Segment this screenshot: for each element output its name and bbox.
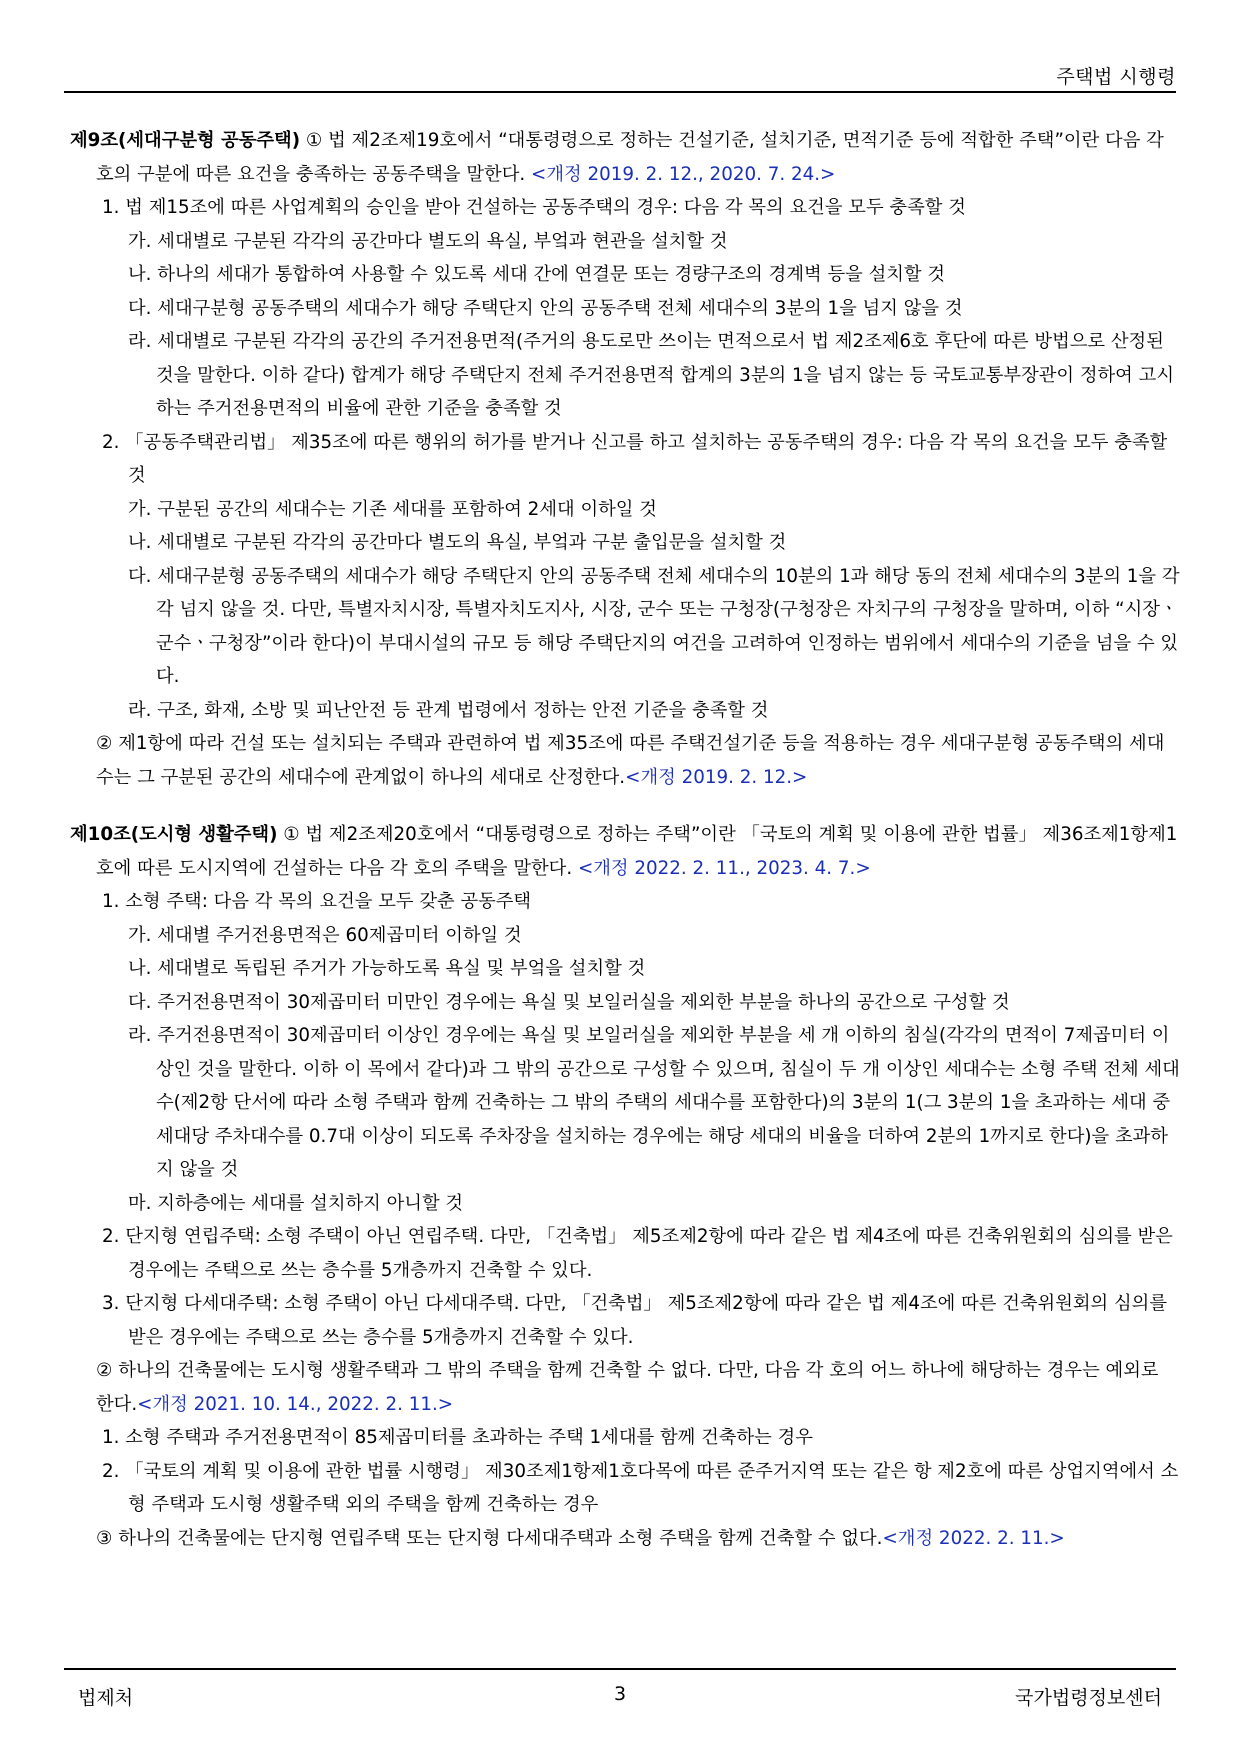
article-10-item-2: 2. 단지형 연립주택: 소형 주택이 아닌 연립주택. 다만, 「건축법」 제5조제2항에 따라 같은 법 제4조에 따른 건축위원회의 심의를 받은 경우에는 주택으로 쓰는 층수를 5개층까지 건축할 수 있다. xyxy=(102,1226,1173,1281)
article-10-para-1 xyxy=(70,818,1180,885)
article-9-item-2-na: 나. 세대별로 구분된 각각의 공간마다 별도의 욕실, 부엌과 구분 출입문을 설치할 것 xyxy=(128,532,787,553)
amendment-note: <개정 2021. 10. 14., 2022. 2. 11.> xyxy=(137,1393,454,1415)
article-10-para-3-text: ③ 하나의 건축물에는 단지형 연립주택 또는 단지형 다세대주택과 소형 주택을 함께 건축할 수 없다. xyxy=(96,1527,883,1549)
article-9-item-1: 1. 법 제15조에 따른 사업계획의 승인을 받아 건설하는 공동주택의 경우: 다음 각 목의 요건을 모두 충족할 것 xyxy=(102,197,966,218)
article-10-para-3 xyxy=(70,1522,1180,1556)
document-body xyxy=(70,124,1180,1555)
page-number: 3 xyxy=(613,1683,627,1705)
article-9-item-2-ra: 라. 구조, 화재, 소방 및 피난안전 등 관계 법령에서 정하는 안전 기준을 충족할 것 xyxy=(128,699,769,721)
article-10-para-2-item-2: 2. 「국토의 계획 및 이용에 관한 법률 시행령」 제30조제1항제1호다목에 따른 준주거지역 또는 같은 항 제2호에 따른 상업지역에서 소형 주택과 도시형 생활주택 외의 주택을 함께 건축하는 경우 xyxy=(102,1460,1179,1515)
article-9-para-2 xyxy=(70,727,1180,794)
article-9-item-2-ga: 가. 구분된 공간의 세대수는 기존 세대를 포함하여 2세대 이하일 것 xyxy=(128,498,657,520)
article-9-para-2-text: ② 제1항에 따라 건설 또는 설치되는 주택과 관련하여 법 제35조에 따른 주택건설기준 등을 적용하는 경우 세대구분형 공동주택의 세대수는 그 구분된 공간의 세대수에 관계없이 하나의 세대로 산정한다. xyxy=(96,733,1165,788)
article-10-para-2-text: ② 하나의 건축물에는 도시형 생활주택과 그 밖의 주택을 함께 건축할 수 없다. 다만, 다음 각 호의 어느 하나에 해당하는 경우는 예외로 한다. xyxy=(96,1360,1159,1415)
article-10-item-1-ra: 라. 주거전용면적이 30제곱미터 이상인 경우에는 욕실 및 보일러실을 제외한 부분을 세 개 이하의 침실(각각의 면적이 7제곱미터 이상인 것을 말한다. 이하 이 목에서 같다)과 그 밖의 공간으로 구성할 수 있으며, 침실이 두 개 이상인 세대수는 소형 주택 전체 세대수(제2항 단서에 따라 소형 주택과 함께 건축하는 그 밖의 주택의 세대수를 포함한다)의 3분의 1(그 3분의 1을 초과하는 세대 중 세대당 주차대수를 0.7대 이상이 되도록 주차장을 설치하는 경우에는 해당 세대의 비율을 더하여 2분의 1까지로 한다)을 초과하지 않을 것 xyxy=(128,1025,1180,1180)
article-10-item-1-ga: 가. 세대별 주거전용면적은 60제곱미터 이하일 것 xyxy=(128,924,522,946)
article-9-item-1-ga: 가. 세대별로 구분된 각각의 공간마다 별도의 욕실, 부엌과 현관을 설치할 것 xyxy=(128,230,728,252)
article-9-item-1-ra: 라. 세대별로 구분된 각각의 공간의 주거전용면적(주거의 용도로만 쓰이는 면적으로서 법 제2조제6호 후단에 따른 방법으로 산정된 것을 말한다. 이하 같다) 합계가 해당 주택단지 전체 주거전용면적 합계의 3분의 1을 넘지 않는 등 국토교통부장관이 정하여 고시하는 주거전용면적의 비율에 관한 기준을 충족할 것 xyxy=(128,331,1174,419)
article-10-para-1-text: ① 법 제2조제20호에서 “대통령령으로 정하는 주택”이란 「국토의 계획 및 이용에 관한 법률」 제36조제1항제1호에 따른 도시지역에 건설하는 다음 각 호의 주택을 말한다. xyxy=(96,824,1178,879)
footer-publisher: 법제처 xyxy=(78,1687,134,1709)
article-9-para-1 xyxy=(70,124,1180,191)
document-header-title: 주택법 시행령 xyxy=(1056,66,1176,88)
amendment-note: <개정 2019. 2. 12., 2020. 7. 24.> xyxy=(531,163,836,185)
article-9-item-2: 2. 「공동주택관리법」 제35조에 따른 행위의 허가를 받거나 신고를 하고 설치하는 공동주택의 경우: 다음 각 목의 요건을 모두 충족할 것 xyxy=(102,431,1168,486)
article-10-item-1-ma: 마. 지하층에는 세대를 설치하지 아니할 것 xyxy=(128,1192,464,1214)
article-9-item-1-da: 다. 세대구분형 공동주택의 세대수가 해당 주택단지 안의 공동주택 전체 세대수의 3분의 1을 넘지 않을 것 xyxy=(128,297,963,319)
footer-rule xyxy=(64,1668,1176,1670)
article-10-item-1-da: 다. 주거전용면적이 30제곱미터 미만인 경우에는 욕실 및 보일러실을 제외한 부분을 하나의 공간으로 구성할 것 xyxy=(128,991,1010,1013)
article-9-title: 제9조(세대구분형 공동주택) xyxy=(70,130,301,151)
article-9-para-1-text: ① 법 제2조제19호에서 “대통령령으로 정하는 건설기준, 설치기준, 면적기준 등에 적합한 주택”이란 다음 각 호의 구분에 따른 요건을 충족하는 공동주택을 말한다. xyxy=(96,130,1164,185)
amendment-note: <개정 2022. 2. 11., 2023. 4. 7.> xyxy=(577,857,871,879)
amendment-note: <개정 2019. 2. 12.> xyxy=(625,766,808,788)
article-10-para-2-item-1: 1. 소형 주택과 주거전용면적이 85제곱미터를 초과하는 주택 1세대를 함께 건축하는 경우 xyxy=(102,1427,813,1448)
amendment-note: <개정 2022. 2. 11.> xyxy=(882,1527,1065,1549)
footer-source: 국가법령정보센터 xyxy=(1015,1687,1162,1709)
article-gap xyxy=(70,794,1180,818)
header-rule xyxy=(64,91,1176,93)
article-10-para-2 xyxy=(70,1354,1180,1421)
article-9-item-2-da: 다. 세대구분형 공동주택의 세대수가 해당 주택단지 안의 공동주택 전체 세대수의 10분의 1과 해당 동의 전체 세대수의 3분의 1을 각각 넘지 않을 것. 다만, 특별자치시장, 특별자치도지사, 시장, 군수 또는 구청장(구청장은 자치구의 구청장을 말하며, 이하 “시장ㆍ군수ㆍ구청장”이라 한다)이 부대시설의 규모 등 해당 주택단지의 여건을 고려하여 인정하는 범위에서 세대수의 기준을 넘을 수 있다. xyxy=(128,565,1180,687)
article-10-item-1: 1. 소형 주택: 다음 각 목의 요건을 모두 갖춘 공동주택 xyxy=(102,891,532,912)
article-10-item-1-na: 나. 세대별로 독립된 주거가 가능하도록 욕실 및 부엌을 설치할 것 xyxy=(128,958,646,979)
article-10-item-3: 3. 단지형 다세대주택: 소형 주택이 아닌 다세대주택. 다만, 「건축법」 제5조제2항에 따라 같은 법 제4조에 따른 건축위원회의 심의를 받은 경우에는 주택으로 쓰는 층수를 5개층까지 건축할 수 있다. xyxy=(102,1293,1167,1348)
article-9-item-1-na: 나. 하나의 세대가 통합하여 사용할 수 있도록 세대 간에 연결문 또는 경량구조의 경계벽 등을 설치할 것 xyxy=(128,264,946,285)
article-10-title: 제10조(도시형 생활주택) xyxy=(70,824,278,845)
